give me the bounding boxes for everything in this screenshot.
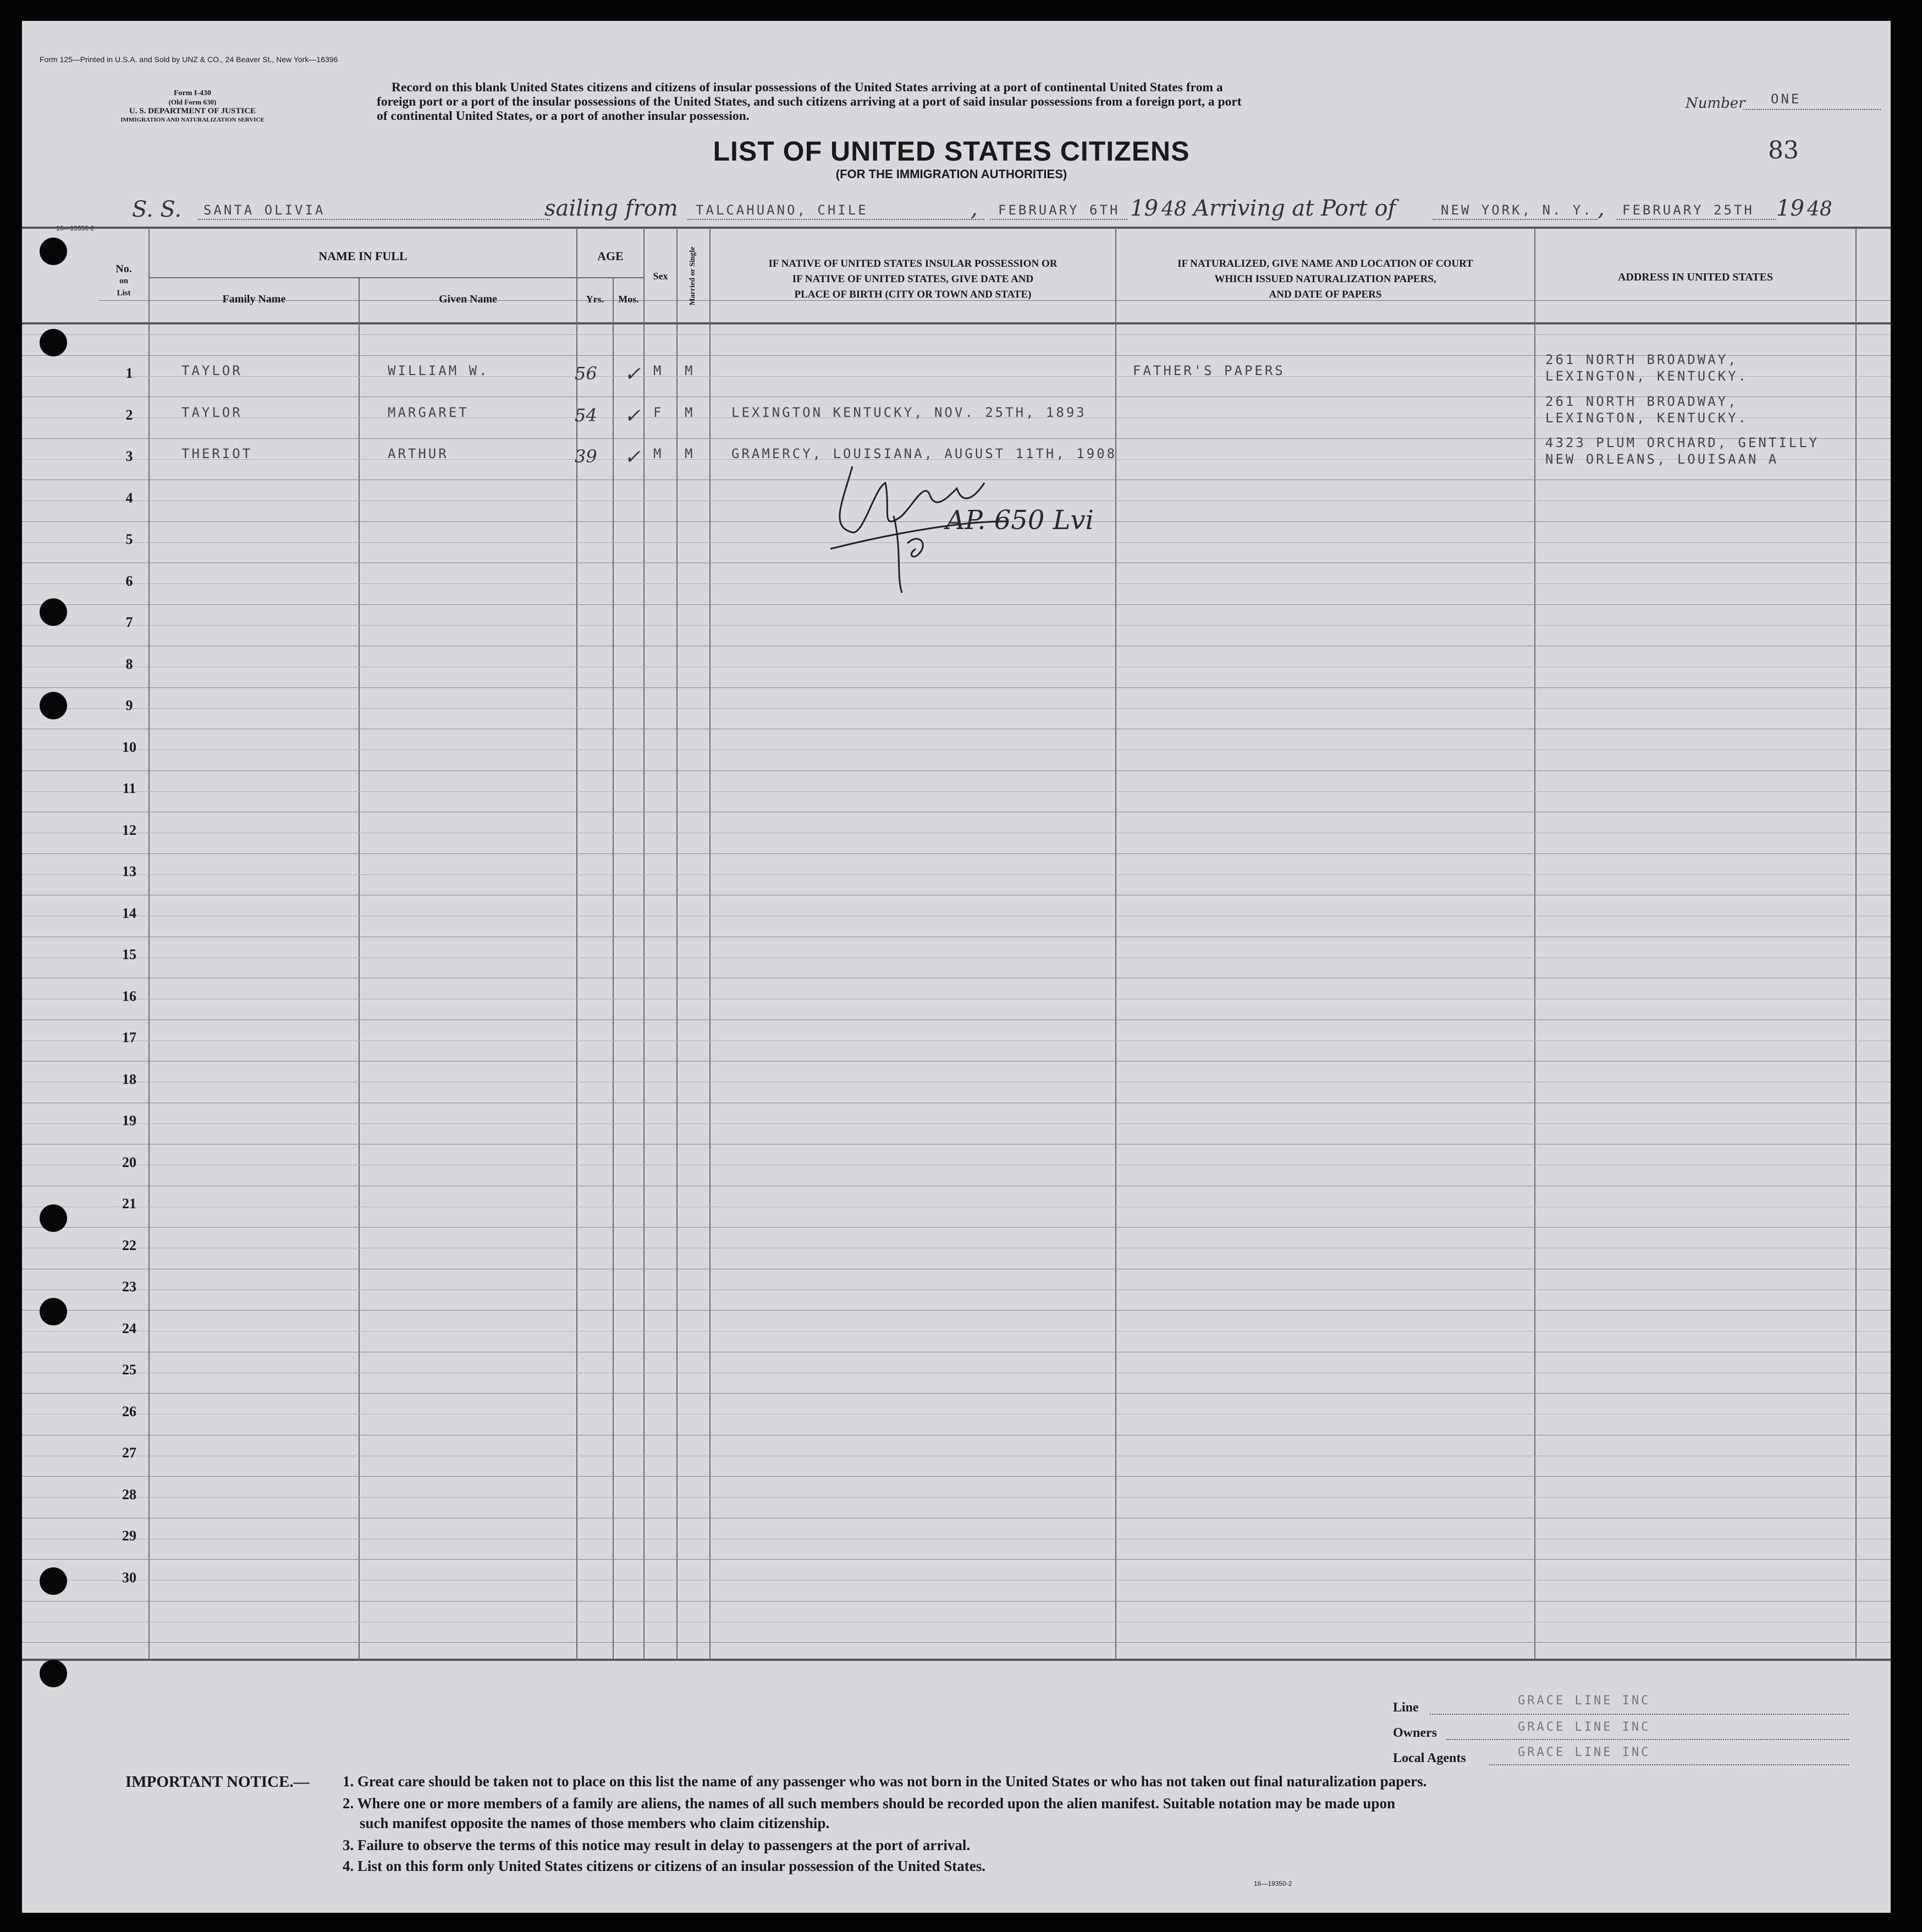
cell-birthplace: GRAMERCY, LOUISIANA, AUGUST 11TH, 1908 (731, 446, 1117, 461)
row-number: 3 (125, 448, 133, 464)
instruction-line-1: Record on this blank United States citizens and citizens of insular possessions of the United States arriving at a port of continental United States from a (392, 80, 1223, 95)
header-address: ADDRESS IN UNITED STATES (1617, 271, 1774, 283)
line-label: Line (1393, 1700, 1419, 1715)
number-label: Number (1686, 95, 1745, 112)
line-dots (1430, 1714, 1849, 1715)
header-name-in-full: NAME IN FULL (318, 249, 407, 263)
header-naturalized-line-2: WHICH ISSUED NATURALIZATION PAPERS, (1214, 273, 1436, 285)
header-given-name: Given Name (438, 293, 498, 305)
row-number: 28 (122, 1487, 136, 1502)
header-naturalized-line-1: IF NATURALIZED, GIVE NAME AND LOCATION OF COURT (1177, 258, 1473, 269)
notice-item-3: 3. Failure to observe the terms of this notice may result in delay to passengers at the port of arrival. (343, 1837, 971, 1853)
col-line-mos (643, 228, 645, 1660)
ruled-line (22, 1642, 1891, 1643)
ruled-line (22, 1227, 1891, 1228)
local-agents-value: GRACE LINE INC (1518, 1746, 1651, 1759)
cell-married-single: M (685, 363, 695, 378)
form-number: Form I-430 (173, 89, 212, 97)
table-bottom-border (22, 1659, 1891, 1661)
row-number: 9 (125, 697, 133, 713)
arrival-date-line (1617, 219, 1776, 220)
line-value: GRACE LINE INC (1518, 1694, 1651, 1708)
arriving-label: Arriving at Port of (1193, 196, 1396, 221)
arrival-year: 48 (1807, 198, 1832, 221)
col-line-native (1115, 228, 1116, 1660)
ruled-line (22, 1497, 1891, 1498)
from-port: TALCAHUANO, CHILE (696, 202, 868, 218)
header-married-or-single: Married or Single (689, 246, 697, 306)
ruled-line (22, 1310, 1891, 1311)
row-number: 12 (122, 822, 136, 838)
from-line (687, 219, 984, 220)
notice-item-4: 4. List on this form only United States citizens or citizens of an insular possession of the United States. (343, 1858, 986, 1874)
row-number: 24 (122, 1320, 136, 1336)
row-number: 18 (122, 1071, 136, 1087)
row-number: 14 (122, 905, 136, 921)
notice-item-2-cont: such manifest opposite the names of those members who claim citizenship. (360, 1815, 830, 1831)
header-naturalized (1116, 256, 1534, 302)
ship-name: SANTA OLIVIA (203, 202, 326, 218)
ruled-line (22, 1559, 1891, 1560)
row-number: 11 (122, 780, 136, 796)
number-value: ONE (1771, 91, 1802, 107)
punch-hole (40, 1660, 67, 1687)
cell-address-line-2: NEW ORLEANS, LOUISAAN A (1545, 452, 1779, 467)
row-number: 30 (122, 1570, 136, 1586)
row-number: 26 (122, 1403, 136, 1419)
depart-line (990, 219, 1127, 220)
cell-married-single: M (685, 405, 695, 420)
row-number: 16 (122, 988, 136, 1004)
cell-age-yrs: 56 (575, 363, 597, 384)
cell-sex: M (653, 446, 664, 461)
punch-hole (40, 692, 67, 719)
cell-birthplace: LEXINGTON KENTUCKY, NOV. 25TH, 1893 (731, 405, 1087, 420)
row-number: 13 (122, 863, 136, 879)
row-number: 20 (122, 1154, 136, 1170)
instruction-line-3: of continental United States, or a port of another insular possession. (377, 109, 750, 123)
depart-date: FEBRUARY 6TH (998, 202, 1120, 218)
cell-given-name: MARGARET (388, 405, 469, 420)
row-number: 29 (122, 1528, 136, 1544)
cell-address-line-1: 4323 PLUM ORCHARD, GENTILLY (1545, 435, 1820, 450)
local-agents-label: Local Agents (1393, 1751, 1466, 1765)
cell-naturalized: FATHER'S PAPERS (1133, 363, 1285, 378)
depart-year-prefix: 19 (1130, 196, 1158, 221)
notice-item-1: 1. Great care should be taken not to place on this list the name of any passenger who was not born in the United States or who has not taken out final naturalization papers. (343, 1773, 1427, 1790)
row-number: 4 (125, 490, 133, 506)
header-yrs: Yrs. (586, 294, 604, 305)
header-native-line-3: PLACE OF BIRTH (CITY OR TOWN AND STATE) (794, 289, 1032, 300)
number-line (1743, 109, 1881, 110)
punch-hole (40, 1298, 67, 1325)
header-native (711, 256, 1115, 302)
ruled-line (22, 770, 1891, 771)
cell-age-mos: ✓ (624, 446, 641, 469)
header-no-line-2: on (119, 277, 128, 285)
service: IMMIGRATION AND NATURALIZATION SERVICE (120, 117, 265, 123)
header-native-line-2: IF NATIVE OF UNITED STATES, GIVE DATE AND (792, 273, 1034, 285)
owners-dots (1446, 1739, 1849, 1740)
ruled-line (22, 957, 1891, 958)
sailing-label: sailing from (544, 196, 678, 221)
punch-hole (40, 1204, 67, 1232)
cell-address-line-2: LEXINGTON, KENTUCKY. (1545, 410, 1748, 426)
punch-hole (40, 329, 67, 356)
row-number: 23 (122, 1279, 136, 1295)
department: U. S. DEPARTMENT OF JUSTICE (129, 107, 256, 115)
header-no-line-3: List (117, 289, 131, 298)
cell-age-mos: ✓ (624, 405, 641, 427)
header-naturalized-line-3: AND DATE OF PAPERS (1269, 289, 1382, 300)
notice-title: IMPORTANT NOTICE.— (125, 1773, 310, 1791)
col-line-family (359, 277, 360, 1660)
ruled-line (22, 1580, 1891, 1581)
row-number: 15 (122, 946, 136, 962)
printer-line: Form 125—Printed in U.S.A. and Sold by UNZ & CO., 24 Beaver St., New York—16396 (40, 55, 338, 64)
instruction-line-2: foreign port or a port of the insular possessions of the United States, and such citizens arriving at a port of said insular possessions from a foreign port, a port (377, 95, 1242, 109)
comma-2: , (1598, 196, 1605, 221)
cell-given-name: WILLIAM W. (388, 363, 489, 378)
arrival-port: NEW YORK, N. Y. (1441, 202, 1593, 218)
row-number: 6 (125, 573, 133, 589)
row-number: 7 (125, 614, 133, 630)
cell-sex: M (653, 363, 664, 378)
header-sex: Sex (653, 271, 668, 282)
cell-age-mos: ✓ (624, 363, 641, 386)
ship-line (198, 219, 550, 220)
owners-label: Owners (1393, 1726, 1437, 1740)
signature-line-2: AP. 650 Lvi (946, 505, 1094, 536)
depart-year: 48 (1161, 198, 1187, 221)
row-number: 5 (125, 531, 133, 547)
row-number: 19 (122, 1113, 136, 1129)
cell-address-line-1: 261 NORTH BROADWAY, (1545, 394, 1738, 409)
ss-label: S. S. (132, 197, 182, 222)
form-title: LIST OF UNITED STATES CITIZENS (713, 136, 1190, 167)
owners-value: GRACE LINE INC (1518, 1720, 1651, 1734)
cell-family-name: TAYLOR (181, 363, 243, 378)
col-line-sex (676, 228, 678, 1660)
row-number: 22 (122, 1237, 136, 1253)
ruled-line (22, 334, 1891, 335)
local-agents-dots (1489, 1764, 1849, 1765)
row-number: 17 (122, 1030, 136, 1045)
col-line-naturalized (1534, 228, 1535, 1660)
ruled-line (22, 791, 1891, 792)
row-number: 27 (122, 1445, 136, 1461)
header-mos: Mos. (618, 294, 639, 305)
ruled-line (22, 625, 1891, 626)
comma-1: , (971, 196, 978, 221)
punch-hole (40, 598, 67, 626)
cell-address-line-1: 261 NORTH BROADWAY, (1545, 352, 1738, 367)
row-number: 21 (122, 1196, 136, 1212)
form-subtitle: (FOR THE IMMIGRATION AUTHORITIES) (835, 167, 1067, 181)
row-number: 10 (122, 739, 136, 755)
col-line-given (576, 228, 577, 1660)
col-line-address (1855, 228, 1857, 1660)
cell-age-yrs: 39 (575, 446, 597, 467)
col-line-married (709, 228, 711, 1660)
arrival-line (1433, 219, 1598, 220)
arrival-date: FEBRUARY 25TH (1622, 202, 1754, 218)
ruled-line (22, 1476, 1891, 1477)
notice-item-2: 2. Where one or more members of a family are aliens, the names of all such members should be recorded upon the alien manifest. Suitable notation may be made upon (343, 1795, 1395, 1812)
row-number: 8 (125, 656, 133, 672)
header-native-line-1: IF NATIVE OF UNITED STATES INSULAR POSSESSION OR (768, 258, 1058, 269)
footer-code: 16—19350-2 (1254, 1880, 1292, 1887)
cell-address-line-2: LEXINGTON, KENTUCKY. (1545, 368, 1748, 384)
row-number: 2 (125, 407, 133, 423)
cell-age-yrs: 54 (575, 405, 597, 426)
cell-sex: F (653, 405, 664, 420)
manifest-sheet (22, 21, 1891, 1913)
old-form: (Old Form 630) (168, 98, 217, 106)
row-number: 1 (125, 365, 133, 381)
header-no-line-1: No. (115, 263, 132, 275)
row-number: 25 (122, 1362, 136, 1378)
cell-given-name: ARTHUR (388, 446, 449, 461)
header-bottom-border (22, 322, 1891, 324)
cell-family-name: TAYLOR (181, 405, 243, 420)
arrival-year-prefix: 19 (1776, 196, 1804, 221)
name-age-divider (150, 277, 643, 278)
cell-family-name: THERIOT (181, 446, 253, 461)
ruled-line (22, 874, 1891, 875)
ruled-line (22, 687, 1891, 688)
ruled-line (22, 1393, 1891, 1394)
punch-hole (40, 238, 67, 265)
header-family-name: Family Name (222, 293, 286, 305)
header-no (99, 263, 148, 299)
page-number: 83 (1768, 136, 1799, 164)
col-line-yrs (613, 277, 614, 1660)
ruled-line (22, 708, 1891, 709)
header-age: AGE (597, 249, 624, 263)
punch-hole (40, 1567, 67, 1595)
table-top-border (22, 227, 1891, 229)
cell-married-single: M (685, 446, 695, 461)
ruled-line (22, 604, 1891, 605)
